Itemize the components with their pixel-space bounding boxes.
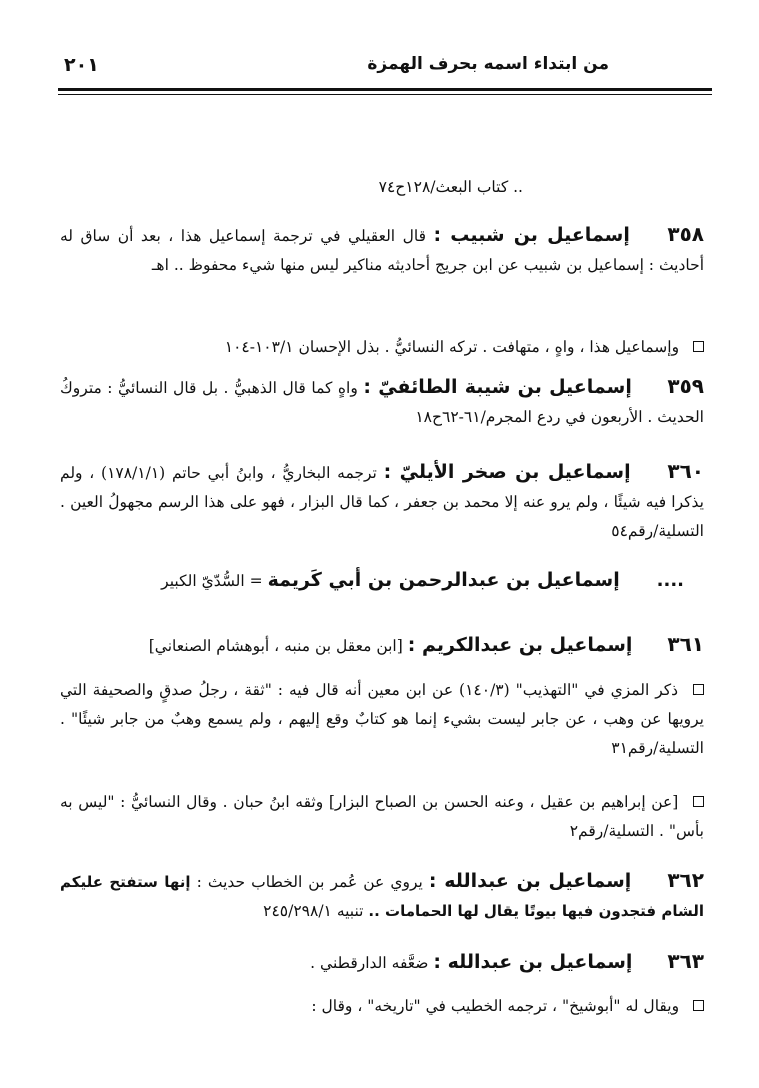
- page-number: ٢٠١: [64, 54, 99, 76]
- continuation-line: [60, 173, 523, 202]
- entry-363: [60, 947, 704, 978]
- checkbox-bullet-icon: [693, 684, 704, 695]
- entry-361-note-2: [60, 788, 704, 846]
- cross-ref-text: = السُّدّيّ الكبير: [161, 572, 263, 590]
- header-rule-thin: [58, 94, 712, 95]
- narrator-name: إسماعيل بن عبدالله :: [433, 951, 633, 973]
- entry-number: ٣٦١: [667, 632, 704, 656]
- entry-360: [60, 457, 704, 546]
- entry-text: يروي عن عُمر بن الخطاب حديث :: [196, 873, 423, 891]
- entry-358-note: [60, 333, 704, 362]
- entry-363-note: [60, 992, 704, 1021]
- checkbox-bullet-icon: [693, 1000, 704, 1011]
- entry-number: ٣٥٨: [667, 222, 704, 246]
- checkbox-bullet-icon: [693, 796, 704, 807]
- narrator-name: إسماعيل بن عبدالله :: [428, 870, 632, 892]
- entry-359: [60, 372, 704, 432]
- cross-ref-dots: ....: [656, 570, 684, 591]
- header-rule-thick: [58, 88, 712, 91]
- entry-number: ٣٥٩: [667, 374, 705, 398]
- narrator-name: إسماعيل بن عبدالرحمن بن أبي كَريمة: [267, 569, 620, 591]
- entry-text: [ابن معقل بن منبه ، أبوهشام الصنعاني]: [148, 637, 403, 655]
- note-text: وإسماعيل هذا ، واهٍ ، متهافت . تركه النسائيُّ . بذل الإحسان ١٠٣/١-١٠٤: [224, 338, 680, 356]
- entry-number: ٣٦٠: [667, 459, 704, 483]
- note-text: ذكر المزي في "التهذيب" (١٤٠/٣) عن ابن معين أنه قال فيه : "ثقة ، رجلُ صدقٍ والصحيفة التي يرويها عن وهب ، عن جابر ليست بشيء إنما هو كتابٌ وقع إليهم ، ولم يسمع وهبٌ من جابر شيئًا" . التسلية/رقم٣١: [60, 681, 704, 757]
- entry-361-note-1: [60, 676, 704, 763]
- entry-362: [60, 866, 704, 926]
- entry-text: ضعَّفه الدارقطني .: [310, 954, 429, 972]
- entry-text: قال العقيلي في ترجمة إسماعيل هذا ، بعد أن ساق له أحاديث : إسماعيل بن شبيب عن ابن جريج أحاديثه مناكير ليس منها شيء محفوظ .. اهـ: [60, 227, 704, 274]
- entry-text: واهٍ كما قال الذهبيُّ . بل قال النسائيُّ : متروكُ الحديث . الأربعون في ردع المجرم/٦١-٦٢ح١٨: [60, 379, 704, 426]
- entry-361: [60, 630, 704, 661]
- cross-reference: [100, 566, 684, 596]
- entry-reference: تنبيه ٢٤٥/٢٩٨/١: [263, 902, 364, 920]
- narrator-name: إسماعيل بن شيبة الطائفيّ :: [363, 376, 632, 398]
- entry-358: [60, 220, 704, 280]
- narrator-name: إسماعيل بن شبيب :: [433, 224, 630, 246]
- note-text: [عن إبراهيم بن عقيل ، وعنه الحسن بن الصباح البزار] وثقه ابنُ حبان . وقال النسائيُّ : "ليس به بأس" . التسلية/رقم٢: [60, 793, 704, 840]
- continuation-text: .. كتاب البعث/١٢٨ح٧٤: [378, 178, 523, 196]
- hadith-quote: إنها ستفتح عليكم الشام فتجدون فيها بيوتًا يقال لها الحمامات ..: [60, 873, 704, 920]
- narrator-name: إسماعيل بن عبدالكريم :: [407, 634, 633, 656]
- narrator-name: إسماعيل بن صخر الأيليّ :: [383, 461, 631, 483]
- entry-number: ٣٦٣: [667, 949, 704, 973]
- checkbox-bullet-icon: [693, 341, 704, 352]
- running-header-title: من ابتداء اسمه بحرف الهمزة: [367, 54, 609, 74]
- note-text: ويقال له "أبوشيخ" ، ترجمه الخطيب في "تاريخه" ، وقال :: [311, 997, 680, 1015]
- entry-number: ٣٦٢: [667, 868, 704, 892]
- entry-text: ترجمه البخاريُّ ، وابنُ أبي حاتم (١٧٨/١/١) ، ولم يذكرا فيه شيئًا ، ولم يرو عنه إلا محمد بن جعفر ، كما قال البزار ، فهو على هذا الرسم مجهولُ العين . التسلية/رقم٥٤: [60, 464, 704, 540]
